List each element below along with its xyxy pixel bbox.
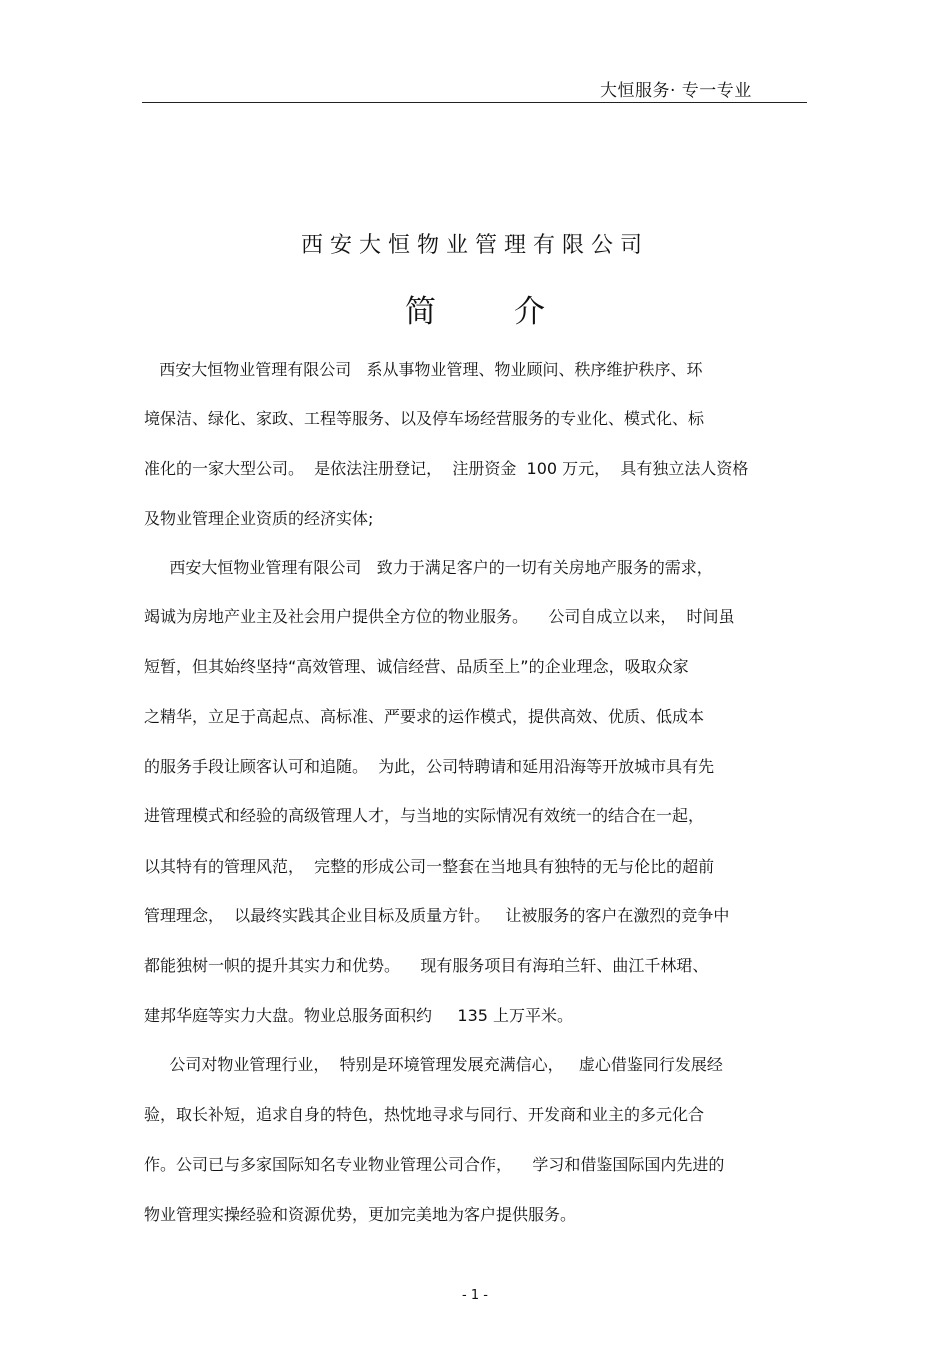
company-title: 西安大恒物业管理有限公司 <box>300 233 649 258</box>
running-header: 大恒服务· 专一专业 <box>600 81 752 101</box>
body-line: 验，取长补短，追求自身的特色，热忱地寻求与同行、开发商和业主的多元化合 <box>144 1105 705 1124</box>
page-number: - 1 - <box>462 1288 488 1303</box>
document-heading: 简介 <box>405 294 623 330</box>
body-line: 进管理模式和经验的高级管理人才，与当地的实际情况有效统一的结合在一起， <box>144 806 705 825</box>
body-line: 竭诚为房地产业主及社会用户提供全方位的物业服务。 公司自成立以来， 时间虽 <box>144 607 735 626</box>
body-line: 以其特有的管理风范， 完整的形成公司一整套在当地具有独特的无与伦比的超前 <box>144 857 715 876</box>
body-line: 短暂，但其始终坚持“高效管理、诚信经营、品质至上”的企业理念，吸取众家 <box>144 657 689 676</box>
body-line: 物业管理实操经验和资源优势，更加完美地为客户提供服务。 <box>144 1205 577 1224</box>
body-line: 都能独树一帜的提升其实力和优势。 现有服务项目有海珀兰轩、曲江千林珺、 <box>144 956 709 975</box>
body-line: 公司对物业管理行业， 特别是环境管理发展充满信心， 虚心借鉴同行发展经 <box>144 1055 723 1074</box>
body-line: 作。公司已与多家国际知名专业物业管理公司合作， 学习和借鉴国际国内先进的 <box>144 1155 725 1174</box>
body-line: 之精华，立足于高起点、高标准、严要求的运作模式，提供高效、优质、低成本 <box>144 707 705 726</box>
body-line: 西安大恒物业管理有限公司 致力于满足客户的一切有关房地产服务的需求， <box>144 558 713 577</box>
body-line: 准化的一家大型公司。 是依法注册登记， 注册资金 100 万元， 具有独立法人资格 <box>144 459 749 478</box>
body-line: 境保洁、绿化、家政、工程等服务、以及停车场经营服务的专业化、模式化、标 <box>144 409 705 428</box>
body-line: 及物业管理企业资质的经济实体; <box>144 509 374 528</box>
body-line: 的服务手段让顾客认可和追随。 为此，公司特聘请和延用沿海等开放城市具有先 <box>144 757 715 776</box>
header-rule <box>142 102 807 103</box>
body-line: 建邦华庭等实力大盘。物业总服务面积约 135 上万平米。 <box>144 1006 574 1025</box>
body-line: 西安大恒物业管理有限公司 系从事物业管理、物业顾问、秩序维护秩序、环 <box>144 360 703 379</box>
body-line: 管理理念， 以最终实践其企业目标及质量方针。 让被服务的客户在激烈的竞争中 <box>144 906 730 925</box>
